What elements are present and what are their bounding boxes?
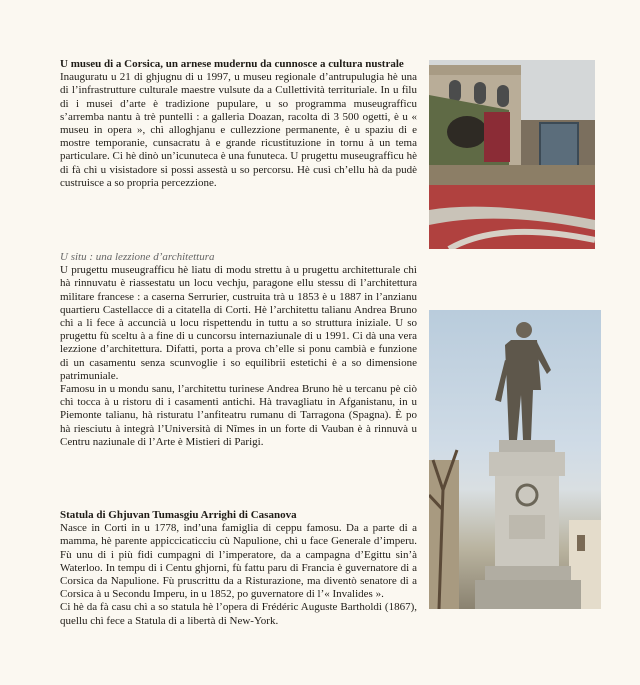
section-site: [60, 251, 417, 449]
arrighi-statue-photo: [429, 310, 601, 609]
paragraph: Ci hè da fà casu chì a so statula hè l’opera di Frédéric Auguste Bartholdi (1867), quellu chì fece a Statula di a libertà di New-York.: [60, 601, 417, 627]
section-museum: [60, 58, 417, 190]
section-title: Statula di Ghjuvan Tumasgiu Arrighi di Casanova: [60, 509, 297, 521]
museum-building-photo: [429, 60, 595, 249]
paragraph: U prugettu museugrafficu hè liatu di modu strettu à u prugettu architetturale chì hà rinnuvatu è riassestatu un locu vechju, paragone ellu stessu di l’architettura militare francese : a caserna Serrurier, custruita trà u 1853 è u 1887 in l’anzianu quartieru Castellacce di a citatella di Corti. Hè l’architettu talianu Andrea Bruno chì a li fece à accuncià u locu rispettendu in tuttu a so struttura iniziale. U so prugettu fù sceltu à a fine di u cuncorsu internaziunale di u 1991. Ci dà una vera lezzione d’architettura. Difatti, porta a prova ch’elle si ponu cambià e funzione di un casamentu senza scunvoglie i so equilibrii estetichi è a so dimensione patrimuniale.: [60, 264, 417, 382]
section-title: U museu di a Corsica, un arnese mudernu da cunnosce a cultura nustrale: [60, 58, 404, 70]
section-statue: [60, 509, 417, 628]
paragraph: Famosu in u mondu sanu, l’architettu turinese Andrea Bruno hè u tercanu pè ciò chì tocca à u ristoru di i casamenti antichi. Hà travagliatu in Afganistanu, in u Piemonte talianu, hà risturatu l’anfiteatru rumanu di Tarragona (Spagna). È po hà riesciutu à integrà l’Università di Nîmes in un forte di Vauban è à rinnuvà u Centru naziunale di l’Arte è Mistieri di Parigi.: [60, 383, 417, 448]
statue-illustration: [429, 310, 601, 609]
paragraph: Nasce in Corti in u 1778, ind’una famiglia di ceppu famosu. Da a parte di a mamma, hè parente appiccicaticciu cù Napulione, chì u face Generale d’imperu. Fù unu di i più fidi cumpagni di l’imperatore, da a campagna d’Egittu sin’à Waterloo. In tempu di i Centu ghjorni, fù fattu paru di Francia è guvernatore di a Corsica da Napulione. Fù pruscrittu da a Risturazione, ma diventò senatore di a Corsica à u Secondu Imperu, in u 1852, po guvernatore di l’« Invalides ».: [60, 522, 417, 601]
section-subtitle: U situ : una lezzione d’architettura: [60, 251, 215, 263]
paragraph: Inauguratu u 21 di ghjugnu di u 1997, u museu regionale d’antrupulugia hè una di l’infrastrutture culturale maestre vulsute da a Cullettività territuriale. In u filu di i musei d’arte è tradizione pupulare, u so programma museugrafficu s’arremba nantu à trè puntelli : a galleria Doazan, racolta di 3 500 ogetti, è u « museu in opera », chì alloghjanu e cullezzione permanente, è u spaziu di e mostre temporanie, cunsacratu à e grande ricustituzione in tornu à un tema particulare. Ci hè dinò un’icunuteca è una funuteca. U prugettu museugrafficu hè di fà chì u visistadore si possi assestà u so percorsu. Hè cusì ch’ellu hà da pudè custruisce a so propria percezzione.: [60, 71, 417, 189]
museum-illustration: [429, 60, 595, 249]
